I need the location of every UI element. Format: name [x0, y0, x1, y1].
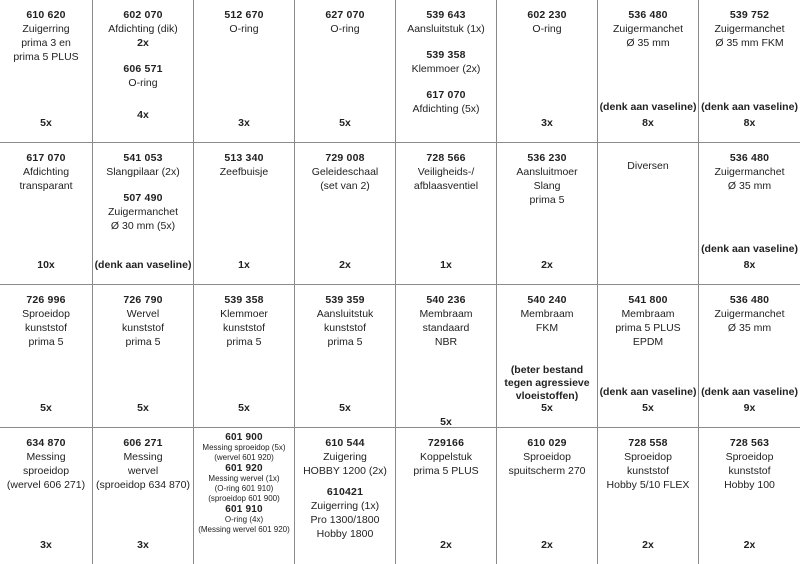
part-description: (set van 2)	[320, 180, 370, 192]
part-description: Messing	[26, 451, 66, 463]
quantity: 5x	[40, 117, 52, 129]
part-description: Afdichting (5x)	[412, 103, 480, 115]
part-description: Zuigermanchet	[107, 206, 179, 218]
part-quantity-inline: 2x	[137, 37, 149, 49]
part-description: Hobby 1800	[316, 528, 374, 540]
part-number: 536 480	[729, 294, 770, 306]
part-description: prima 5 PLUS	[413, 465, 479, 477]
part-cell	[194, 285, 295, 428]
part-number: 729166	[427, 437, 465, 449]
part-cell	[699, 428, 800, 564]
part-cell	[396, 0, 497, 143]
part-number: 726 790	[123, 294, 163, 306]
vaseline-note: (denk aan vaseline)	[94, 259, 192, 271]
part-description: Membraam	[520, 308, 574, 320]
part-description: prima 5	[529, 194, 565, 206]
part-description: Pro 1300/1800	[310, 514, 380, 526]
part-cell	[598, 285, 699, 428]
part-description: (O-ring 601 910)	[214, 484, 274, 493]
part-description: Ø 35 mm	[727, 180, 772, 192]
quantity: 3x	[238, 117, 250, 129]
part-description: Zuigerring	[22, 23, 70, 35]
part-description: Aansluitmoer	[516, 166, 578, 178]
part-description: Sproeidop	[523, 451, 571, 463]
quantity: 5x	[440, 416, 452, 428]
part-cell	[194, 428, 295, 564]
part-description: sproeidop	[22, 465, 70, 477]
part-description: EPDM	[632, 336, 664, 348]
resistance-note: (beter bestand tegen agressieve vloeistoffen)	[504, 364, 590, 402]
spacer	[396, 36, 496, 48]
vaseline-note: (denk aan vaseline)	[701, 101, 798, 113]
part-cell	[598, 428, 699, 564]
part-description: Afdichting (dik)	[108, 23, 178, 35]
part-number: 513 340	[224, 152, 264, 164]
part-description: Sproeidop	[725, 451, 774, 463]
vaseline-note: (denk aan vaseline)	[599, 386, 697, 398]
quantity: 5x	[642, 402, 654, 414]
part-description: Klemmoer	[220, 308, 268, 320]
part-cell	[0, 0, 93, 143]
part-number: 601 920	[225, 463, 263, 474]
part-description: HOBBY 1200 (2x)	[303, 465, 387, 477]
part-cell	[194, 0, 295, 143]
part-number: 728 563	[729, 437, 770, 449]
vaseline-note: (denk aan vaseline)	[701, 386, 798, 398]
part-number: 512 670	[224, 9, 264, 21]
part-description: Zeefbuisje	[219, 166, 269, 178]
part-number: 539 752	[729, 9, 770, 21]
quantity: 1x	[238, 259, 250, 271]
part-description: prima 5 PLUS	[13, 51, 79, 63]
spacer	[396, 76, 496, 88]
part-cell	[93, 285, 194, 428]
part-number: 729 008	[325, 152, 365, 164]
part-number: 601 910	[225, 504, 263, 515]
part-description: (sproeidop 634 870)	[96, 479, 190, 491]
part-number: 602 230	[527, 9, 567, 21]
part-description: O-ring (4x)	[224, 515, 264, 524]
part-description: transparant	[19, 180, 73, 192]
part-description: NBR	[434, 336, 458, 348]
part-number: 541 800	[628, 294, 668, 306]
part-description: Geleideschaal	[311, 166, 379, 178]
part-number: 540 236	[426, 294, 466, 306]
part-number: 728 566	[426, 152, 466, 164]
part-number: 601 900	[225, 432, 263, 443]
part-number: 536 480	[628, 9, 668, 21]
part-description: kunststof	[728, 465, 771, 477]
part-cell	[598, 0, 699, 143]
quantity: 2x	[541, 259, 553, 271]
part-cell	[396, 143, 497, 285]
part-description: Slangpilaar (2x)	[106, 166, 180, 178]
part-number: 606 571	[123, 63, 163, 75]
quantity: 10x	[37, 259, 55, 271]
quantity: 2x	[743, 539, 756, 551]
part-description: Zuigering	[323, 451, 367, 463]
quantity: 1x	[440, 259, 452, 271]
part-description: O-ring	[532, 23, 562, 35]
part-number: 634 870	[26, 437, 66, 449]
part-description: Diversen	[627, 160, 669, 172]
part-description: kunststof	[24, 322, 68, 334]
quantity: 3x	[137, 539, 149, 551]
part-description: Membraam	[621, 308, 675, 320]
quantity: 5x	[137, 402, 149, 414]
part-cell	[0, 285, 93, 428]
part-description: (sproeidop 601 900)	[208, 494, 280, 503]
part-description: prima 3 en	[21, 37, 71, 49]
part-cell	[0, 143, 93, 285]
part-number: 606 271	[123, 437, 163, 449]
part-description: Sproeidop	[624, 451, 672, 463]
part-description: Ø 35 mm	[727, 322, 772, 334]
vaseline-note: (denk aan vaseline)	[599, 101, 697, 113]
part-description: Messing wervel (1x)	[208, 474, 280, 483]
part-description: Sproeidop	[22, 308, 70, 320]
part-description: kunststof	[222, 322, 266, 334]
part-description: Slang	[533, 180, 561, 192]
part-description: Zuigermanchet	[612, 23, 684, 35]
part-number: 610 620	[26, 9, 66, 21]
quantity: 5x	[541, 402, 553, 414]
part-cell	[93, 143, 194, 285]
part-cell	[699, 285, 800, 428]
part-description: Messing	[123, 451, 163, 463]
part-description: (wervel 601 920)	[214, 453, 274, 462]
part-description: Hobby 100	[724, 479, 775, 491]
part-description: O-ring	[229, 23, 259, 35]
part-description: wervel	[127, 465, 159, 477]
part-cell	[699, 143, 800, 285]
quantity: 2x	[440, 539, 452, 551]
part-description: Veiligheids-/	[417, 166, 475, 178]
part-description: Klemmoer (2x)	[411, 63, 481, 75]
part-description: Messing sproeidop (5x)	[202, 443, 286, 452]
part-description: Zuigermanchet	[714, 308, 785, 320]
quantity: 3x	[40, 539, 52, 551]
part-description: Membraam	[419, 308, 473, 320]
part-number: 536 230	[527, 152, 567, 164]
quantity: 5x	[238, 402, 250, 414]
quantity: 9x	[743, 402, 756, 414]
part-number: 507 490	[123, 192, 163, 204]
quantity: 5x	[339, 402, 351, 414]
part-number: 617 070	[26, 152, 66, 164]
part-number: 541 053	[123, 152, 163, 164]
part-description: afblaasventiel	[413, 180, 479, 192]
part-description: Wervel	[126, 308, 160, 320]
part-description: Hobby 5/10 FLEX	[606, 479, 690, 491]
part-description: Ø 35 mm	[626, 37, 670, 49]
part-number: 617 070	[426, 89, 466, 101]
part-number: 539 358	[224, 294, 264, 306]
quantity: 2x	[642, 539, 654, 551]
part-number: 602 070	[123, 9, 163, 21]
part-number: 539 358	[426, 49, 466, 61]
part-description: O-ring	[330, 23, 360, 35]
part-description: (Messing wervel 601 920)	[198, 525, 290, 534]
part-cell	[295, 0, 396, 143]
part-cell	[295, 143, 396, 285]
part-cell	[295, 285, 396, 428]
quantity: 5x	[40, 402, 52, 414]
part-description: Aansluitstuk	[316, 308, 374, 320]
part-number: 610 029	[527, 437, 567, 449]
part-cell	[497, 0, 598, 143]
part-description: kunststof	[121, 322, 165, 334]
part-description: Aansluitstuk (1x)	[407, 23, 485, 35]
part-description: Zuigerring (1x)	[310, 500, 380, 512]
spacer	[93, 50, 193, 62]
part-description: prima 5	[327, 336, 363, 348]
part-cell	[497, 285, 598, 428]
quantity: 5x	[339, 117, 351, 129]
quantity: 8x	[642, 117, 654, 129]
part-cell	[295, 428, 396, 564]
part-cell	[598, 143, 699, 285]
part-number: 728 558	[628, 437, 668, 449]
quantity: 2x	[541, 539, 553, 551]
part-number: 536 480	[729, 152, 770, 164]
part-description: prima 5 PLUS	[615, 322, 681, 334]
part-cell	[0, 428, 93, 564]
part-number: 726 996	[26, 294, 66, 306]
part-description: kunststof	[626, 465, 670, 477]
part-cell	[396, 428, 497, 564]
part-description: (wervel 606 271)	[6, 479, 86, 491]
part-number: 627 070	[325, 9, 365, 21]
part-description: Zuigermanchet	[714, 166, 785, 178]
part-cell	[93, 428, 194, 564]
quantity: 8x	[743, 117, 756, 129]
part-number: 610 544	[325, 437, 365, 449]
quantity: 2x	[339, 259, 351, 271]
part-description: Zuigermanchet	[714, 23, 785, 35]
part-number: 610421	[326, 486, 364, 498]
part-cell	[93, 0, 194, 143]
part-cell	[497, 143, 598, 285]
part-number: 539 643	[426, 9, 466, 21]
part-description: Afdichting	[22, 166, 70, 178]
spacer	[93, 179, 193, 191]
part-description: Koppelstuk	[420, 451, 472, 463]
part-description: FKM	[535, 322, 559, 334]
quantity: 3x	[541, 117, 553, 129]
part-description: kunststof	[323, 322, 367, 334]
part-cell	[497, 428, 598, 564]
part-cell	[396, 285, 497, 428]
vaseline-note: (denk aan vaseline)	[701, 243, 798, 255]
part-description: O-ring	[128, 77, 158, 89]
part-cell	[699, 0, 800, 143]
part-description: Ø 30 mm (5x)	[110, 220, 176, 232]
part-number: 539 359	[325, 294, 365, 306]
part-description: prima 5	[28, 336, 64, 348]
quantity: 4x	[137, 109, 149, 121]
quantity: 8x	[743, 259, 756, 271]
part-description: Ø 35 mm FKM	[715, 37, 784, 49]
spacer	[295, 478, 395, 485]
part-description: prima 5	[125, 336, 161, 348]
part-description: standaard	[422, 322, 470, 334]
part-description: prima 5	[226, 336, 262, 348]
part-description: spuitscherm 270	[508, 465, 586, 477]
part-cell	[194, 143, 295, 285]
part-number: 540 240	[527, 294, 567, 306]
